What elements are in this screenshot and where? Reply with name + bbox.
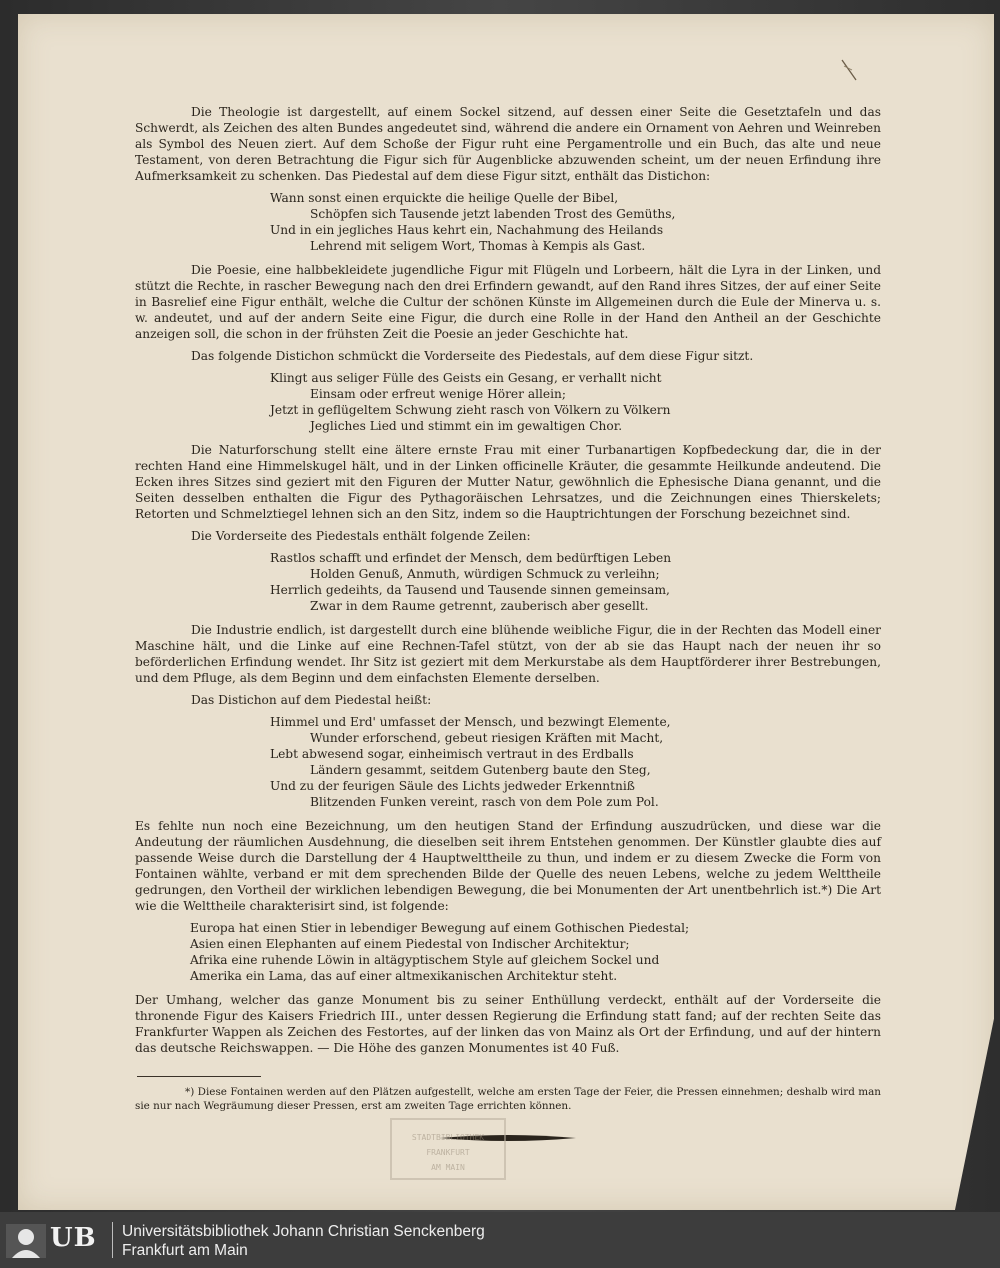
- verse-line: Klingt aus seliger Fülle des Geists ein Gesang, er verhallt nicht: [270, 371, 662, 385]
- verse-line: Und zu der feurigen Säule des Lichts jedweder Erkenntniß: [270, 779, 635, 793]
- verse-line: Himmel und Erd' umfasset der Mensch, und bezwingt Elemente,: [270, 715, 671, 729]
- paragraph-welttheile: Es fehlte nun noch eine Bezeichnung, um den heutigen Stand der Erfindung auszudrücken, und diese war die Andeutung der räumlichen Ausdehnung, die dieselben seit ihrem Entstehen genommen. Der Künstler glaubte dies auf passende Weise durch die Darstellung der 4 Hauptwelttheile zu thun, und indem er zu diesem Zwecke die Form von Fontainen wählte, verband er mit dem sprechenden Bilde der Quelle des neuen Lebens, welche zu jedem Welttheile gedrungen, den Vortheil der wirklichen lebendigen Bewegung, die bei Monumenten der Art unentbehrlich ist.*) Die Art wie die Welttheile charakterisirt sind, ist folgende:: [135, 819, 881, 913]
- paragraph-umhang: Der Umhang, welcher das ganze Monument bis zu seiner Enthüllung verdeckt, enthält auf der Vorderseite die thronende Figur des Kaisers Friedrich III., unter dessen Regierung die Erfindung statt fand; auf der rechten Seite das Frankfurter Wappen als Zeichen des Festortes, auf der linken das von Mainz als Ort der Erfindung, und auf der hintern das deutsche Reichswappen. — Die Höhe des ganzen Monumentes ist 40 Fuß.: [135, 993, 881, 1055]
- continent-line: Asien einen Elephanten auf einem Piedestal von Indischer Architektur;: [190, 937, 630, 951]
- stamp-line: AM MAIN: [431, 1163, 465, 1172]
- verse-line: Jegliches Lied und stimmt ein im gewaltigen Chor.: [310, 419, 623, 433]
- verse-line: Blitzenden Funken vereint, rasch von dem Pole zum Pol.: [310, 795, 659, 809]
- verse-line: Rastlos schafft und erfindet der Mensch, dem bedürftigen Leben: [270, 551, 672, 565]
- paragraph-poesie: Die Poesie, eine halbbekleidete jugendliche Figur mit Flügeln und Lorbeern, hält die Lyra in der Linken, und stützt die Rechte, in rascher Bewegung nach den drei Erfindern gewandt, auf den Rand ihres Sitzes, der auf einer Seite in Basrelief eine Figur enthält, welche die Cultur der schönen Künste im Allgemeinen durch die Eule der Minerva u. s. w. andeutet, und auf der andern Seite eine Figur, die durch eine Rolle in der Hand den Antheil an der Geschichte anzeigen soll, die schon in der frühsten Zeit die Poesie an jeder Geschichte hat.: [135, 263, 881, 341]
- distichon-naturforschung: [135, 550, 881, 614]
- paragraph-poesie-intro: Das folgende Distichon schmückt die Vorderseite des Piedestals, auf dem diese Figur sitzt.: [191, 349, 754, 363]
- institution-line-1: Universitätsbibliothek Johann Christian Senckenberg: [122, 1223, 485, 1240]
- ub-logo-text: UB: [50, 1223, 97, 1253]
- verse-line: Einsam oder erfreut wenige Hörer allein;: [310, 387, 566, 401]
- paragraph-naturforschung-intro: Die Vorderseite des Piedestals enthält folgende Zeilen:: [191, 529, 531, 543]
- footnote-rule: [137, 1076, 261, 1077]
- logo-divider: [112, 1222, 113, 1258]
- stamp-line: FRANKFURT: [426, 1148, 470, 1157]
- library-stamp: [390, 1118, 506, 1180]
- continent-list: [135, 920, 881, 984]
- verse-line: Lebt abwesend sogar, einheimisch vertraut in des Erdballs: [270, 747, 634, 761]
- distichon-theologie: [135, 190, 881, 254]
- institution-line-2: Frankfurt am Main: [122, 1242, 248, 1259]
- tear-mark-icon: [840, 58, 860, 84]
- continent-line: Europa hat einen Stier in lebendiger Bewegung auf einem Gothischen Piedestal;: [190, 921, 690, 935]
- document-body: [135, 104, 881, 1143]
- footnote: *) Diese Fontainen werden auf den Plätzen aufgestellt, welche am ersten Tage der Feier, die Pressen einnehmen; deshalb wird man sie nur nach Wegräumung dieser Pressen, erst am zweiten Tage errichten können.: [135, 1086, 881, 1112]
- continent-line: Afrika eine ruhende Löwin in altägyptischem Style auf gleichem Sockel und: [190, 953, 660, 967]
- institution-name: [122, 1222, 485, 1260]
- verse-line: Holden Genuß, Anmuth, würdigen Schmuck zu verleihn;: [310, 567, 660, 581]
- paragraph-industrie: Die Industrie endlich, ist dargestellt durch eine blühende weibliche Figur, die in der Rechten das Modell einer Maschine hält, und die Linke auf eine Rechnen-Tafel stützt, von der ab sie das Haupt nach der neuen ihr so beförderlichen Erfindung wendet. Ihr Sitz ist geziert mit dem Merkurstabe als dem Hauptförderer ihrer Bestrebungen, und dem Pfluge, als dem Beginn und dem einfachsten Elemente derselben.: [135, 623, 881, 685]
- verse-line: Wunder erforschend, gebeut riesigen Kräften mit Macht,: [310, 731, 664, 745]
- verse-line: Und in ein jegliches Haus kehrt ein, Nachahmung des Heilands: [270, 223, 664, 237]
- paragraph-naturforschung: Die Naturforschung stellt eine ältere ernste Frau mit einer Turbanartigen Kopfbedeckung dar, die in der rechten Hand eine Himmelskugel hält, und in der Linken officinelle Kräuter, die gesammte Heilkunde andeutend. Die Ecken ihres Sitzes sind geziert mit den Figuren der Mutter Natur, gewöhnlich die Ephesische Diana genannt, und die Seiten desselben enthalten die Figur des Pythagoräischen Lehrsatzes, und die Zeichnungen eines Thierskelets; Retorten und Schmelztiegel lehnen sich an den Sitz, indem so die Hauptrichtungen der Forschung bezeichnet sind.: [135, 443, 881, 521]
- verse-line: Lehrend mit seligem Wort, Thomas à Kempis als Gast.: [310, 239, 646, 253]
- distichon-poesie: [135, 370, 881, 434]
- verse-line: Zwar in dem Raume getrennt, zauberisch aber gesellt.: [310, 599, 649, 613]
- verse-line: Schöpfen sich Tausende jetzt labenden Trost des Gemüths,: [310, 207, 676, 221]
- paragraph-theologie: Die Theologie ist dargestellt, auf einem Sockel sitzend, auf dessen einer Seite die Gesetztafeln und das Schwerdt, als Zeichen des alten Bundes angedeutet sind, während die andere ein Ornament von Aehren und Weinreben als Symbol des Neuen ziert. Auf dem Schoße der Figur ruht eine Pergamentrolle und ein Buch, das alte und neue Testament, von deren Betrachtung die Figur sich für Augenblicke abzuwenden scheint, um der neuen Erfindung ihre Aufmerksamkeit zu schenken. Das Piedestal auf dem diese Figur sitzt, enthält das Distichon:: [135, 105, 881, 183]
- verse-line: Jetzt in geflügeltem Schwung zieht rasch von Völkern zu Völkern: [270, 403, 671, 417]
- footer-bar: [0, 1212, 1000, 1268]
- paragraph-industrie-intro: Das Distichon auf dem Piedestal heißt:: [191, 693, 432, 707]
- verse-line: Ländern gesammt, seitdem Gutenberg baute den Steg,: [310, 763, 651, 777]
- verse-line: Wann sonst einen erquickte die heilige Quelle der Bibel,: [270, 191, 619, 205]
- distichon-industrie: [135, 714, 881, 810]
- stamp-line: STADTBIBLIOTHEK: [411, 1133, 485, 1142]
- verse-line: Herrlich gedeihts, da Tausend und Tausende sinnen gemeinsam,: [270, 583, 670, 597]
- continent-line: Amerika ein Lama, das auf einer altmexikanischen Architektur steht.: [190, 969, 618, 983]
- senckenberg-portrait-icon: [6, 1224, 46, 1258]
